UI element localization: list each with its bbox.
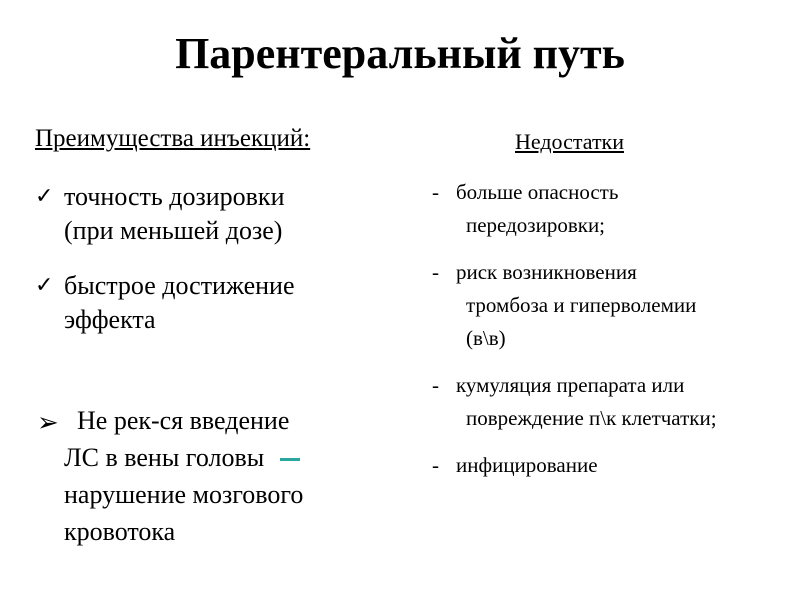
disadvantage-item xyxy=(432,256,797,355)
warning-line: кровотока xyxy=(64,517,176,546)
disadvantage-item xyxy=(432,369,797,435)
advantage-item xyxy=(35,269,395,337)
disadvantage-item xyxy=(432,449,797,482)
checkmark-icon: ✓ xyxy=(35,273,54,298)
advantage-line: эффекта xyxy=(64,305,156,334)
warning-line: Не рек-ся введение xyxy=(77,406,290,435)
disadvantage-line: повреждение п\к клетчатки; xyxy=(466,406,717,430)
disadvantage-line: кумуляция препарата или xyxy=(456,373,685,397)
dash-bullet: - xyxy=(432,453,439,477)
slide-title: Парентеральный путь xyxy=(175,29,625,78)
disadvantages-heading: Недостатки xyxy=(515,129,625,154)
warning-line: нарушение мозгового xyxy=(64,480,304,509)
disadvantage-line: больше опасность xyxy=(456,180,619,204)
advantage-line: точность дозировки xyxy=(64,182,285,211)
disadvantage-line: (в\в) xyxy=(466,326,506,350)
dash-bullet: - xyxy=(432,373,439,397)
decorative-mark xyxy=(280,458,300,461)
disadvantage-line: инфицирование xyxy=(456,453,598,477)
disadvantage-line: передозировки; xyxy=(466,213,606,237)
dash-bullet: - xyxy=(432,260,439,284)
advantages-heading: Преимущества инъекций: xyxy=(35,125,311,152)
advantage-item xyxy=(35,180,395,248)
advantage-line: быстрое достижение xyxy=(64,271,295,300)
warning-line: ЛС в вены головы xyxy=(64,443,265,472)
warning-item xyxy=(35,402,395,550)
disadvantage-item xyxy=(432,176,797,242)
disadvantage-line: риск возникновения xyxy=(456,260,637,284)
advantage-line: (при меньшей дозе) xyxy=(64,216,283,245)
dash-bullet: - xyxy=(432,180,439,204)
arrow-bullet-icon: ➢ xyxy=(37,408,59,438)
disadvantage-line: тромбоза и гиперволемии xyxy=(466,293,697,317)
checkmark-icon: ✓ xyxy=(35,184,54,209)
